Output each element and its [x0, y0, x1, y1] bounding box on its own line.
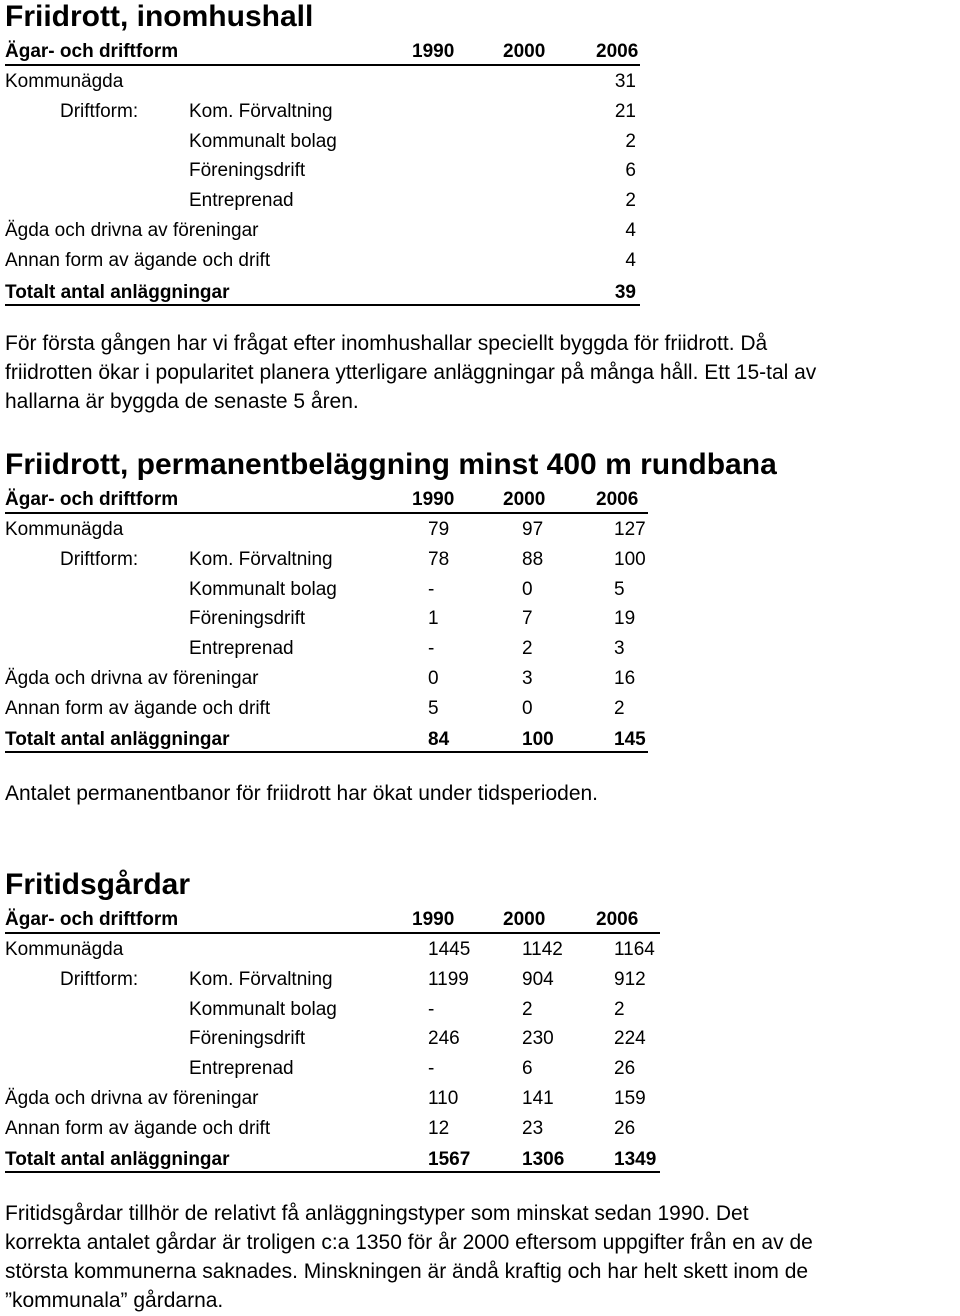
row-value: 1142: [522, 939, 563, 960]
paragraph-line: största kommunerna saknades. Minskningen är ändå kraftig och har helt skett inom de: [5, 1260, 809, 1283]
table-header-year: 1990: [412, 909, 455, 930]
paragraph-line: Fritidsgårdar tillhör de relativt få anläggningstyper som minskat sedan 1990. Det: [5, 1202, 749, 1225]
row-value: 100: [614, 549, 646, 570]
row-value: 0: [428, 668, 439, 689]
row-label: Annan form av ägande och drift: [5, 698, 271, 719]
total-value: 100: [522, 729, 554, 750]
row-value: -: [428, 579, 435, 600]
table-header-year: 2006: [596, 909, 639, 930]
row-value: 230: [522, 1028, 554, 1049]
row-value: 912: [614, 969, 646, 990]
total-label: Totalt antal anläggningar: [5, 729, 230, 750]
row-value: 16: [614, 668, 636, 689]
row-value: 3: [522, 668, 533, 689]
row-value: 7: [522, 608, 533, 629]
row-value: 4: [625, 250, 636, 271]
row-value: 12: [428, 1118, 450, 1139]
row-value: 26: [614, 1118, 636, 1139]
section-title: Friidrott, inomhushall: [5, 0, 314, 33]
row-label: Kommunalt bolag: [189, 131, 337, 152]
row-prefix: Driftform:: [60, 969, 139, 990]
row-label: Kommunalt bolag: [189, 579, 337, 600]
row-value: 2: [522, 999, 533, 1020]
row-label: Ägda och drivna av föreningar: [5, 668, 259, 689]
row-value: -: [428, 999, 435, 1020]
row-value: 3: [614, 638, 625, 659]
total-underline: [5, 751, 648, 753]
row-label: Föreningsdrift: [189, 1028, 306, 1049]
total-value: 1349: [614, 1149, 657, 1170]
table-header-year: 2000: [503, 909, 546, 930]
row-label: Kommunägda: [5, 939, 124, 960]
row-label: Ägda och drivna av föreningar: [5, 1088, 259, 1109]
paragraph-line: För första gången har vi frågat efter inomhushallar speciellt byggda för friidrott. Då: [5, 332, 768, 355]
row-value: 5: [428, 698, 439, 719]
header-underline: [5, 932, 660, 934]
row-value: 2: [625, 131, 636, 152]
section-title: Friidrott, permanentbeläggning minst 400 m rundbana: [5, 448, 777, 481]
total-label: Totalt antal anläggningar: [5, 282, 230, 303]
row-value: 0: [522, 579, 533, 600]
total-label: Totalt antal anläggningar: [5, 1149, 230, 1170]
row-prefix: Driftform:: [60, 549, 139, 570]
row-value: 6: [625, 160, 636, 181]
section-title: Fritidsgårdar: [5, 868, 191, 901]
row-prefix: Driftform:: [60, 101, 139, 122]
row-value: -: [428, 1058, 435, 1079]
row-value: 1: [428, 608, 439, 629]
row-value: 246: [428, 1028, 460, 1049]
row-label: Kom. Förvaltning: [189, 969, 333, 990]
table-header-label: Ägar- och driftform: [5, 41, 179, 62]
total-underline: [5, 1171, 660, 1173]
table-header-year: 2006: [596, 489, 639, 510]
paragraph-line: korrekta antalet gårdar är troligen c:a 1350 för år 2000 eftersom uppgifter från en av de: [5, 1231, 813, 1254]
table-header-year: 1990: [412, 41, 455, 62]
header-underline: [5, 512, 648, 514]
row-label: Ägda och drivna av föreningar: [5, 220, 259, 241]
row-label: Kom. Förvaltning: [189, 101, 333, 122]
row-label: Kommunägda: [5, 71, 124, 92]
row-value: 31: [614, 71, 636, 92]
row-value: 2: [522, 638, 533, 659]
table-header-label: Ägar- och driftform: [5, 489, 179, 510]
row-value: 6: [522, 1058, 533, 1079]
row-value: 88: [522, 549, 544, 570]
row-value: 127: [614, 519, 646, 540]
total-value: 84: [428, 729, 450, 750]
row-value: 1199: [428, 969, 469, 990]
row-value: 904: [522, 969, 554, 990]
row-label: Entreprenad: [189, 1058, 294, 1079]
header-underline: [5, 64, 640, 66]
row-label: Annan form av ägande och drift: [5, 1118, 271, 1139]
row-value: 79: [428, 519, 450, 540]
row-value: 21: [614, 101, 636, 122]
total-underline: [5, 304, 640, 306]
table-header-year: 2006: [596, 41, 639, 62]
total-value: 39: [614, 282, 636, 303]
row-label: Föreningsdrift: [189, 160, 306, 181]
row-value: 141: [522, 1088, 554, 1109]
row-value: 0: [522, 698, 533, 719]
total-value: 1306: [522, 1149, 565, 1170]
row-value: 23: [522, 1118, 544, 1139]
row-value: 2: [625, 190, 636, 211]
table-header-year: 2000: [503, 489, 546, 510]
paragraph-line: friidrotten ökar i popularitet planera ytterligare anläggningar på många håll. Ett 15-tal av: [5, 361, 817, 384]
row-label: Föreningsdrift: [189, 608, 306, 629]
row-label: Kommunägda: [5, 519, 124, 540]
paragraph-line: Antalet permanentbanor för friidrott har ökat under tidsperioden.: [5, 782, 599, 805]
table-header-year: 2000: [503, 41, 546, 62]
row-value: 110: [428, 1088, 459, 1109]
row-value: 78: [428, 549, 450, 570]
row-value: 2: [614, 698, 625, 719]
row-value: 159: [614, 1088, 646, 1109]
row-value: 5: [614, 579, 625, 600]
row-value: 19: [614, 608, 636, 629]
paragraph-line: hallarna är byggda de senaste 5 åren.: [5, 390, 359, 413]
paragraph-line: ”kommunala” gårdarna.: [5, 1289, 224, 1312]
row-label: Entreprenad: [189, 190, 294, 211]
row-value: -: [428, 638, 435, 659]
row-value: 2: [614, 999, 625, 1020]
row-label: Annan form av ägande och drift: [5, 250, 271, 271]
row-value: 1445: [428, 939, 471, 960]
table-header-label: Ägar- och driftform: [5, 909, 179, 930]
row-value: 224: [614, 1028, 646, 1049]
row-value: 4: [625, 220, 636, 241]
row-label: Kommunalt bolag: [189, 999, 337, 1020]
row-value: 26: [614, 1058, 636, 1079]
row-label: Entreprenad: [189, 638, 294, 659]
row-value: 97: [522, 519, 544, 540]
row-label: Kom. Förvaltning: [189, 549, 333, 570]
row-value: 1164: [614, 939, 655, 960]
table-header-year: 1990: [412, 489, 455, 510]
total-value: 145: [614, 729, 646, 750]
total-value: 1567: [428, 1149, 471, 1170]
